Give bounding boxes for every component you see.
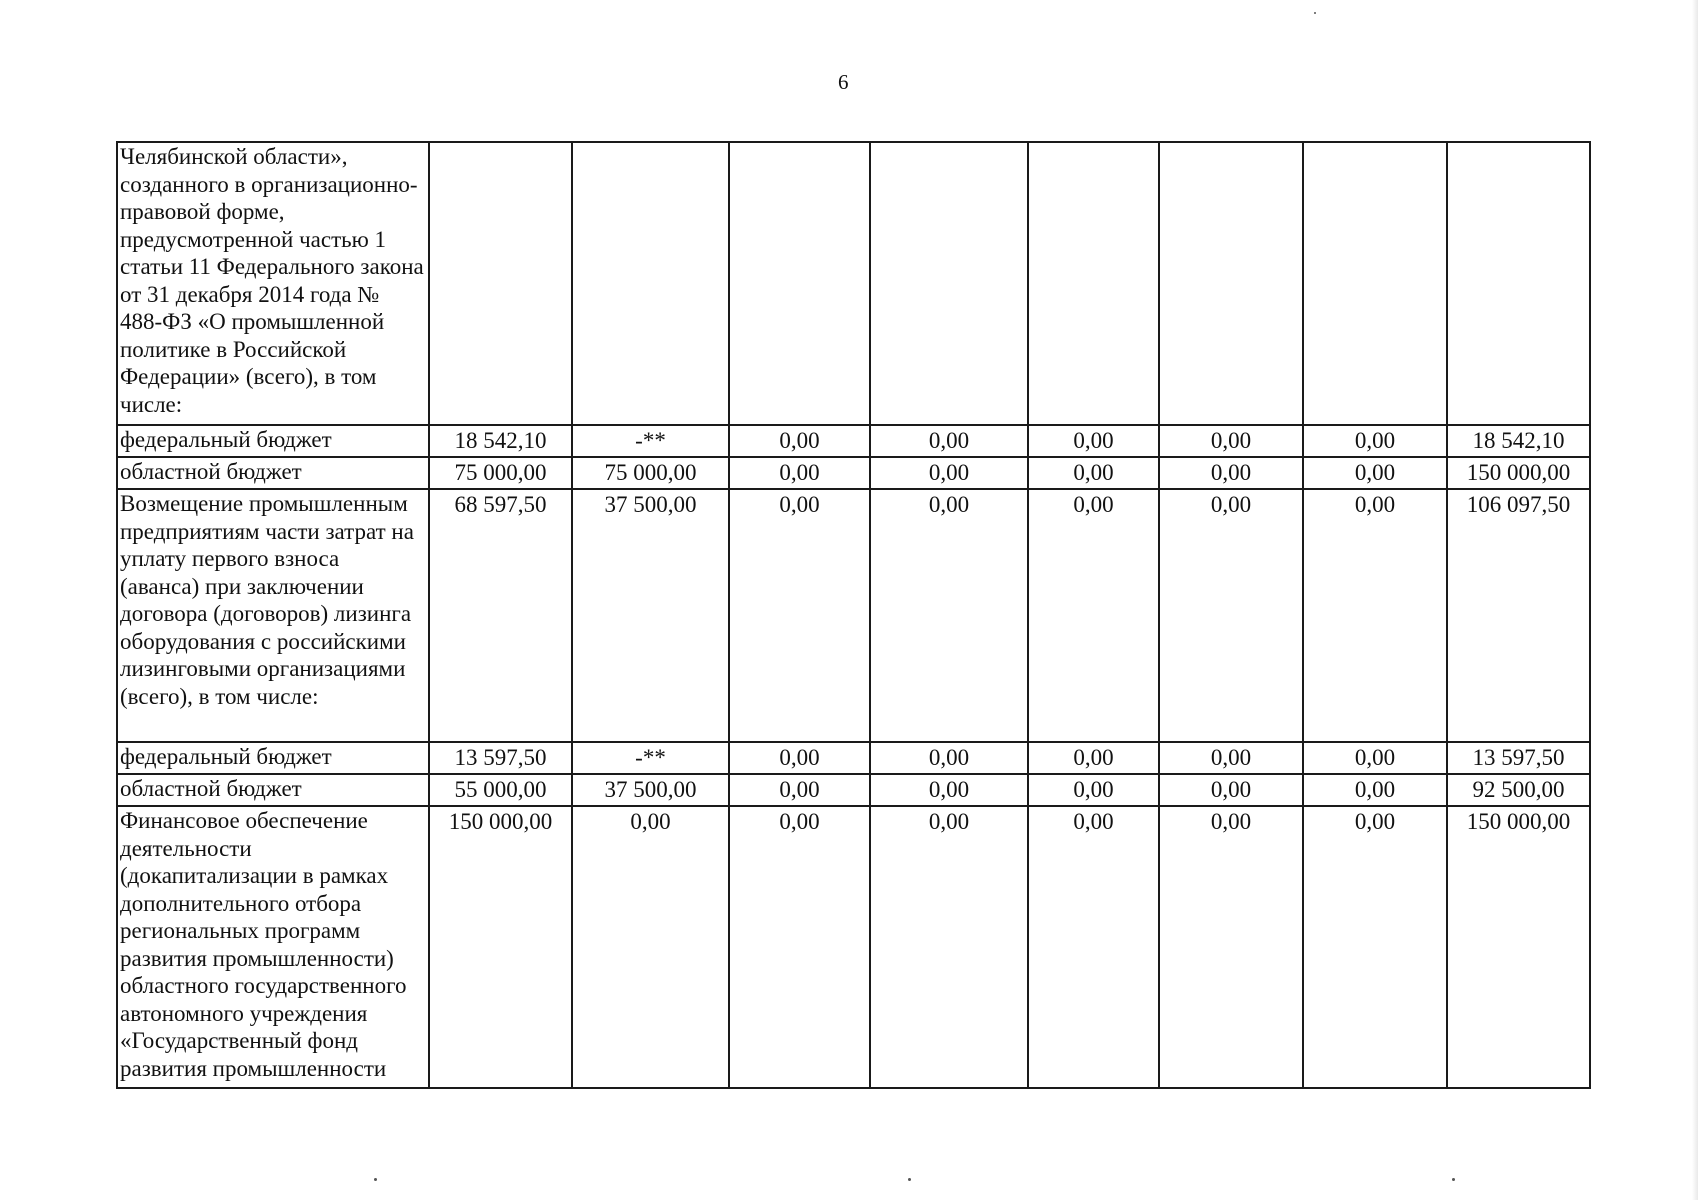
row-value: 18 542,10 — [1447, 425, 1590, 457]
table-row — [117, 142, 1590, 425]
row-value: 0,00 — [572, 806, 729, 1088]
scan-speck — [1452, 1178, 1455, 1181]
row-value: 0,00 — [1028, 457, 1159, 489]
row-value — [1159, 142, 1303, 425]
row-value: 0,00 — [1303, 457, 1447, 489]
row-value: 0,00 — [729, 489, 870, 742]
row-value: 0,00 — [1303, 774, 1447, 806]
row-label: федеральный бюджет — [117, 742, 429, 774]
row-value: 92 500,00 — [1447, 774, 1590, 806]
row-value: 0,00 — [729, 425, 870, 457]
row-value — [1028, 142, 1159, 425]
row-value: -** — [572, 425, 729, 457]
row-value: 0,00 — [1159, 774, 1303, 806]
table-row — [117, 742, 1590, 774]
row-value: 0,00 — [1303, 425, 1447, 457]
row-value: 150 000,00 — [1447, 806, 1590, 1088]
row-value: 0,00 — [870, 425, 1028, 457]
row-label: федеральный бюджет — [117, 425, 429, 457]
row-value: 0,00 — [1303, 806, 1447, 1088]
budget-table — [116, 141, 1591, 1089]
row-value: 0,00 — [870, 457, 1028, 489]
row-label: областной бюджет — [117, 457, 429, 489]
row-label: областной бюджет — [117, 774, 429, 806]
row-value: 106 097,50 — [1447, 489, 1590, 742]
row-label: Возмещение промышленным предприятиям части затрат на уплату первого взноса (аванса) при заключении договора (договоров) лизинга оборудования с российскими лизинговыми организациями (всего), в том числе: — [117, 489, 429, 742]
scan-speck — [374, 1178, 377, 1181]
row-value: 75 000,00 — [429, 457, 572, 489]
scan-speck — [1314, 12, 1316, 14]
row-value: 0,00 — [1159, 425, 1303, 457]
table-row — [117, 774, 1590, 806]
row-value — [870, 142, 1028, 425]
row-value: 0,00 — [729, 774, 870, 806]
page-number-text: 6 — [838, 70, 849, 94]
row-value: 0,00 — [1028, 425, 1159, 457]
row-value: 150 000,00 — [429, 806, 572, 1088]
row-value: 0,00 — [1159, 806, 1303, 1088]
row-value: 0,00 — [1028, 774, 1159, 806]
row-label: Челябинской области», созданного в организационно-правовой форме, предусмотренной частью 1 статьи 11 Федерального закона от 31 декабря 2014 года № 488-ФЗ «О промышленной политике в Российской Федерации» (всего), в том числе: — [117, 142, 429, 425]
row-value — [1447, 142, 1590, 425]
row-label: Финансовое обеспечение деятельности (докапитализации в рамках дополнительного отбора региональных программ развития промышленности) областного государственного автономного учреждения «Государственный фонд развития промышленности — [117, 806, 429, 1088]
row-value: 0,00 — [1159, 742, 1303, 774]
row-value: 37 500,00 — [572, 774, 729, 806]
scan-speck — [908, 1178, 911, 1181]
row-value: 68 597,50 — [429, 489, 572, 742]
table-row — [117, 489, 1590, 742]
row-value: 0,00 — [870, 742, 1028, 774]
row-value — [1303, 142, 1447, 425]
row-value: 0,00 — [870, 806, 1028, 1088]
row-value: 150 000,00 — [1447, 457, 1590, 489]
scan-edge-shadow — [1692, 0, 1698, 1200]
row-value: 0,00 — [729, 742, 870, 774]
table-row — [117, 457, 1590, 489]
row-value: 0,00 — [1028, 489, 1159, 742]
row-value: 13 597,50 — [1447, 742, 1590, 774]
row-value: 37 500,00 — [572, 489, 729, 742]
row-value: 0,00 — [1303, 742, 1447, 774]
row-value: 0,00 — [1028, 806, 1159, 1088]
row-value: 0,00 — [1303, 489, 1447, 742]
row-value: 0,00 — [729, 806, 870, 1088]
row-value — [429, 142, 572, 425]
row-value — [572, 142, 729, 425]
row-value: 18 542,10 — [429, 425, 572, 457]
row-value: 0,00 — [870, 774, 1028, 806]
row-value — [729, 142, 870, 425]
row-value: 0,00 — [870, 489, 1028, 742]
row-value: 0,00 — [1159, 489, 1303, 742]
row-value: -** — [572, 742, 729, 774]
table-row — [117, 806, 1590, 1088]
row-value: 55 000,00 — [429, 774, 572, 806]
row-value: 13 597,50 — [429, 742, 572, 774]
row-value: 0,00 — [729, 457, 870, 489]
row-value: 0,00 — [1028, 742, 1159, 774]
row-value: 0,00 — [1159, 457, 1303, 489]
row-value: 75 000,00 — [572, 457, 729, 489]
table-row — [117, 425, 1590, 457]
